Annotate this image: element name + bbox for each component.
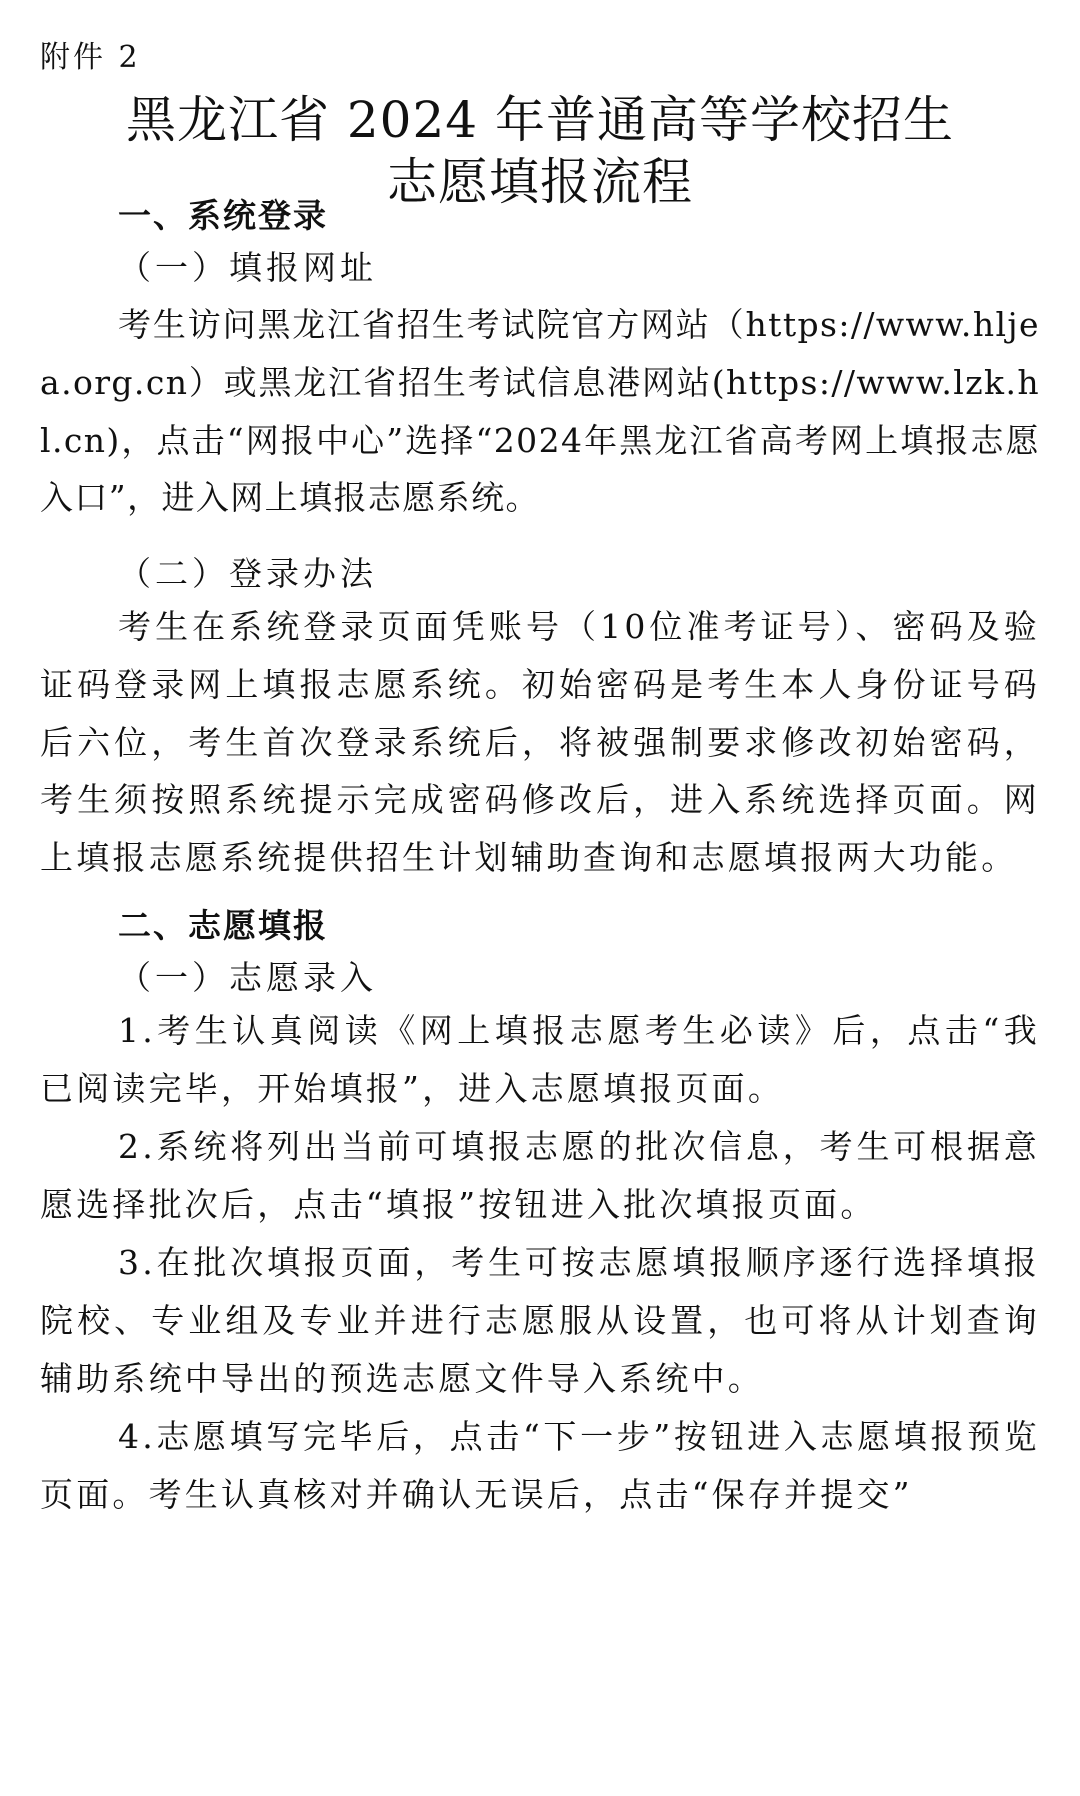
document-title-line-2: 志愿填报流程 (387, 153, 693, 211)
list-item-step-4: 4.志愿填写完毕后，点击“下一步”按钮进入志愿填报预览页面。考生认真核对并确认无误后，点击“保存并提交” (40, 1417, 1040, 1514)
list-item-step-1: 1.考生认真阅读《网上填报志愿考生必读》后，点击“我已阅读完毕，开始填报”，进入志愿填报页面。 (40, 1011, 1040, 1108)
paragraph-url: 考生访问黑龙江省招生考试院官方网站（https://www.hljea.org.cn）或黑龙江省招生考试信息港网站(https://www.lzk.hl.cn)，点击“网报中心”选择“2024年黑龙江省高考网上填报志愿入口”，进入网上填报志愿系统。 (40, 305, 1040, 518)
list-item-step-2: 2.系统将列出当前可填报志愿的批次信息，考生可根据意愿选择批次后，点击“填报”按钮进入批次填报页面。 (40, 1127, 1040, 1224)
attachment-label: 附件 2 (40, 40, 141, 75)
subsection-heading-entry: （一）志愿录入 (118, 958, 377, 997)
subsection-heading-login-method: （二）登录办法 (118, 554, 377, 593)
section-heading-application: 二、志愿填报 (118, 906, 328, 945)
subsection-heading-url: （一）填报网址 (118, 248, 377, 287)
document-title-line-1: 黑龙江省 2024 年普通高等学校招生 (125, 91, 955, 149)
section-heading-login: 一、系统登录 (118, 196, 328, 235)
list-item-step-3: 3.在批次填报页面，考生可按志愿填报顺序逐行选择填报院校、专业组及专业并进行志愿服从设置，也可将从计划查询辅助系统中导出的预选志愿文件导入系统中。 (40, 1243, 1040, 1398)
paragraph-login-method: 考生在系统登录页面凭账号（10位准考证号）、密码及验证码登录网上填报志愿系统。初始密码是考生本人身份证号码后六位，考生首次登录系统后，将被强制要求修改初始密码，考生须按照系统提示完成密码修改后，进入系统选择页面。网上填报志愿系统提供招生计划辅助查询和志愿填报两大功能。 (40, 607, 1040, 878)
